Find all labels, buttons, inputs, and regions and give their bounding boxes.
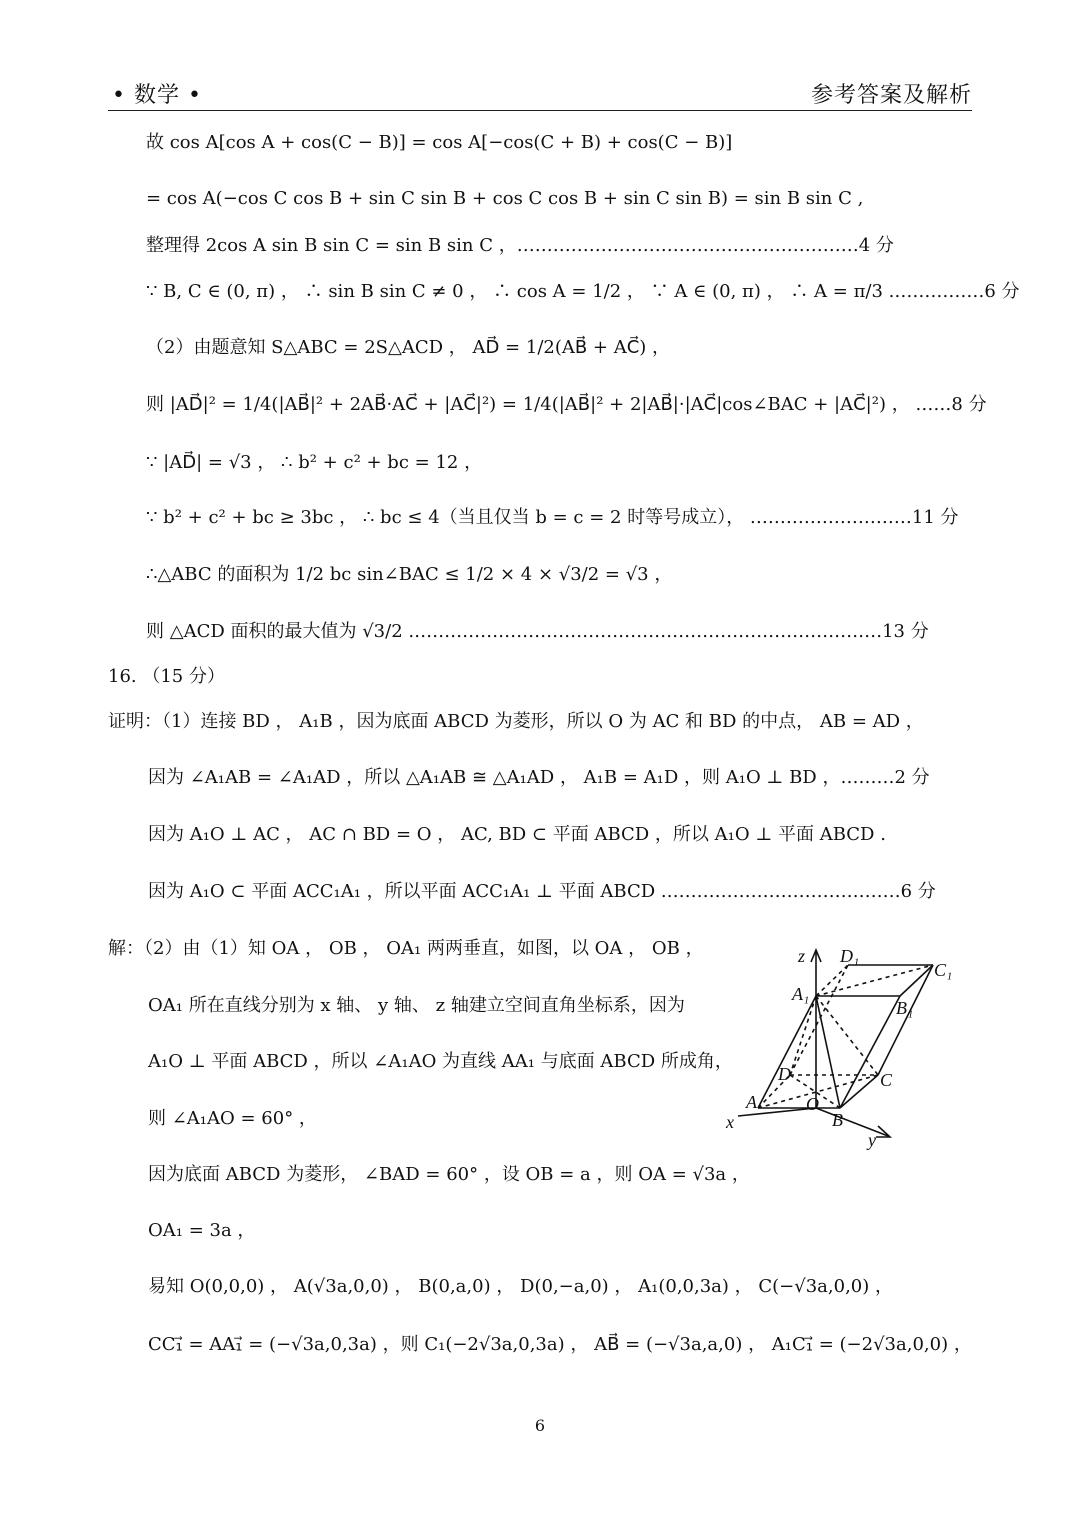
text-line: 因为 A₁O ⊥ AC ， AC ∩ BD = O ， AC, BD ⊂ 平面 ABCD ，所以 A₁O ⊥ 平面 ABCD .: [148, 824, 886, 845]
page-number: 6: [534, 1416, 546, 1435]
text-line: 解：（2）由（1）知 OA ， OB ， OA₁ 两两垂直，如图，以 OA ， OB ，: [108, 938, 704, 959]
text-line: OA₁ 所在直线分别为 x 轴、 y 轴、 z 轴建立空间直角坐标系，因为: [148, 995, 685, 1016]
text-line: 则 |AD⃗|² = 1/4(|AB⃗|² + 2AB⃗·AC⃗ + |AC⃗|²) = 1/4(|AB⃗|² + 2|AB⃗|·|AC⃗|cos∠BAC + |AC⃗|²) ， ……8 分: [146, 394, 987, 415]
edge-A1B: [816, 996, 840, 1108]
header-title: 参考答案及解析: [810, 83, 972, 108]
text-line: 故 cos A[cos A + cos(C − B)] = cos A[−cos(C + B) + cos(C − B)]: [146, 132, 733, 153]
edge-DD1: [790, 965, 848, 1075]
text-line: 因为 A₁O ⊂ 平面 ACC₁A₁ ，所以平面 ACC₁A₁ ⊥ 平面 ABCD .…………………………………6 分: [148, 881, 936, 902]
y-axis: [816, 1108, 888, 1136]
text-line: 整理得 2cos A sin B sin C = sin B sin C ，…………………………………………………4 分: [146, 235, 894, 256]
text-line: CC₁⃗ = AA₁⃗ = (−√3a,0,3a) ，则 C₁(−2√3a,0,3a) ， AB⃗ = (−√3a,a,0) ， A₁C₁⃗ = (−2√3a,0,0) ，: [148, 1334, 972, 1355]
text-line: ∴△ABC 的面积为 1/2 bc sin∠BAC ≤ 1/2 × 4 × √3/2 = √3 ，: [146, 564, 673, 585]
text-line: 因为底面 ABCD 为菱形， ∠BAD = 60° ，设 OB = a ，则 OA = √3a ，: [148, 1164, 750, 1185]
text-line: 因为 ∠A₁AB = ∠A₁AD ，所以 △A₁AB ≅ △A₁AD ， A₁B = A₁D ，则 A₁O ⊥ BD ，………2 分: [148, 767, 930, 788]
text-line: 则 ∠A₁AO = 60° ，: [148, 1108, 317, 1129]
label-A1: A₁: [792, 984, 810, 1004]
text-line: A₁O ⊥ 平面 ABCD ，所以 ∠A₁AO 为直线 AA₁ 与底面 ABCD 所成角，: [148, 1051, 733, 1072]
text-line: OA₁ = 3a ，: [148, 1220, 256, 1241]
label-A: A: [746, 1092, 757, 1112]
edge-BB1: [840, 996, 900, 1108]
text-line: 证明：（1）连接 BD ， A₁B ，因为底面 ABCD 为菱形，所以 O 为 AC 和 BD 的中点， AB = AD ，: [108, 711, 924, 732]
label-C1: C₁: [934, 960, 953, 980]
label-x: x: [726, 1112, 734, 1132]
text-line: 易知 O(0,0,0) ， A(√3a,0,0) ， B(0,a,0) ， D(0,−a,0) ， A₁(0,0,3a) ， C(−√3a,0,0) ，: [148, 1276, 893, 1297]
edge-A1D: [790, 996, 816, 1075]
edge-AA1: [758, 996, 816, 1108]
text-line: = cos A(−cos C cos B + sin C sin B + cos C cos B + sin C sin B) = sin B sin C ,: [146, 188, 864, 209]
problem-number: 16. （15 分）: [108, 666, 225, 687]
label-B: B: [832, 1110, 843, 1130]
text-line: ∵ |AD⃗| = √3 ， ∴ b² + c² + bc = 12 ，: [146, 452, 483, 473]
label-C: C: [880, 1070, 893, 1090]
label-D1: D₁: [840, 946, 860, 966]
geometry-figure: [718, 940, 968, 1150]
text-line: 则 △ACD 面积的最大值为 √3/2 .……………………………………………………………………13 分: [146, 621, 929, 642]
text-line: ∵ B, C ∈ (0, π) ， ∴ sin B sin C ≠ 0 ， ∴ cos A = 1/2 ， ∵ A ∈ (0, π) ， ∴ A = π/3 .……………6 分: [146, 281, 1020, 302]
edge-B1C1: [900, 965, 933, 996]
label-B1: B₁: [896, 998, 914, 1018]
header-rule: [108, 110, 972, 111]
label-z: z: [798, 946, 806, 966]
text-line: （2）由题意知 S△ABC = 2S△ACD ， AD⃗ = 1/2(AB⃗ + AC⃗) ，: [146, 337, 671, 358]
label-y: y: [868, 1130, 876, 1150]
text-line: ∵ b² + c² + bc ≥ 3bc ， ∴ bc ≤ 4（当且仅当 b = c = 2 时等号成立）， ………………………11 分: [146, 507, 959, 528]
label-D: D: [778, 1064, 791, 1084]
header-subject: • 数学 •: [112, 83, 202, 108]
label-O: O: [806, 1094, 819, 1114]
